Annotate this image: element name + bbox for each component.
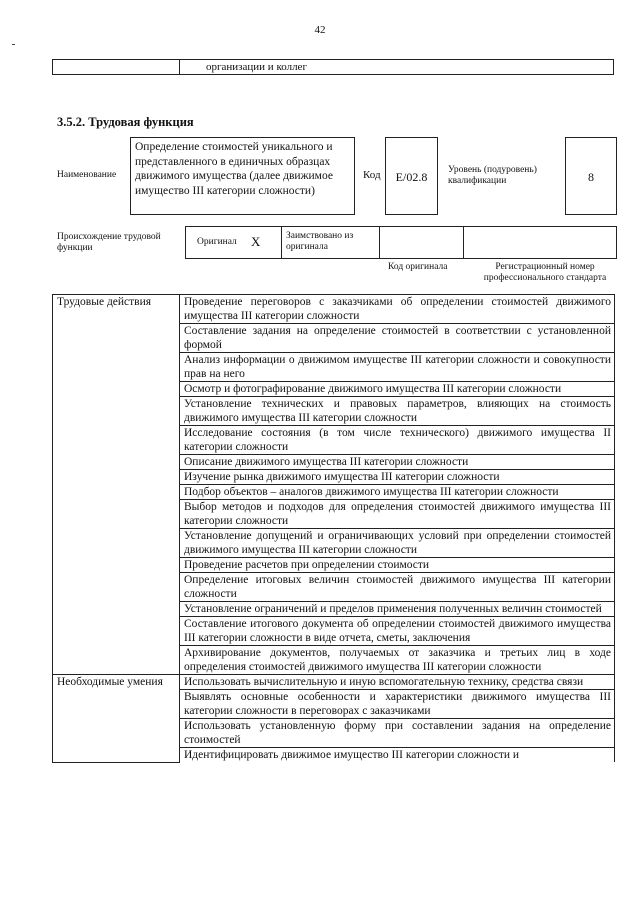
table-cell: Выбор методов и подходов для определения стоимостей движимого имущества III категории сложности [180,500,615,529]
original-label: Оригинал [197,237,237,247]
table-cell: Исследование состояния (в том числе технического) движимого имущества II категории сложности [180,426,615,455]
name-value: Определение стоимостей уникального и представленного в единичных образцах движимого имущества (далее движимое имущество III категории сложности) [130,137,355,215]
table-cell: Установление допущений и ограничивающих условий при определении стоимостей движимого имущества III категории сложности [180,529,615,558]
origin-label: Происхождение трудовой функции [57,232,161,253]
table-cell: Описание движимого имущества III категории сложности [180,455,615,470]
original-mark: X [251,234,261,249]
table-cell: Подбор объектов – аналогов движимого имущества III категории сложности [180,485,615,500]
table-cell: Составление итогового документа об определении стоимостей движимого имущества III категории сложности в виде отчета, сметы, заключения [180,617,615,646]
name-label: Наименование [57,170,117,180]
table-cell: Проведение расчетов при определении стоимости [180,558,615,573]
margin-mark [12,44,15,45]
table-cell: Составление задания на определение стоимостей в соответствии с установленной формой [180,324,615,353]
table-row [53,295,615,324]
labor-actions-label: Трудовые действия [53,295,180,675]
table-cell: Установление ограничений и пределов применения полученных величин стоимостей [180,602,615,617]
code-original-label: Код оригинала [388,262,448,272]
table-cell: Проведение переговоров с заказчиками об определении стоимостей движимого имущества III категории сложности [180,295,615,324]
table-cell: Выявлять основные особенности и характеристики движимого имущества III категории сложности в переговорах с заказчиками [180,690,615,719]
function-details-table [52,294,615,763]
previous-table-fragment [52,59,614,75]
skills-label: Необходимые умения [53,675,180,763]
table-cell: Архивирование документов, получаемых от заказчика и третьих лиц в ходе определения стоимостей движимого имущества III категории сложности [180,646,615,675]
code-value: E/02.8 [385,137,438,215]
table-cell: Осмотр и фотографирование движимого имущества III категории сложности [180,382,615,397]
table-cell: Изучение рынка движимого имущества III категории сложности [180,470,615,485]
prev-row-empty-cell [53,60,180,75]
table-cell: Идентифицировать движимое имущество III категории сложности и [180,748,615,763]
section-title: 3.5.2. Трудовая функция [57,115,194,129]
level-value: 8 [565,137,617,215]
table-cell: Определение итоговых величин стоимостей движимого имущества III категории сложности [180,573,615,602]
origin-box [185,226,617,259]
borrowed-label: Заимствовано из оригинала [286,231,354,252]
code-label: Код [363,169,381,181]
reg-number-label: Регистрационный номер профессионального стандарта [483,262,607,283]
page-number: 42 [314,24,326,36]
prev-row-text: организации и коллег [180,60,614,75]
table-row [53,675,615,690]
table-cell: Установление технических и правовых параметров, влияющих на стоимость движимого имущества III категории сложности [180,397,615,426]
table-cell: Использовать вычислительную и иную вспомогательную технику, средства связи [180,675,615,690]
table-cell: Использовать установленную форму при составлении задания на определение стоимостей [180,719,615,748]
table-cell: Анализ информации о движимом имуществе III категории сложности и совокупности прав на него [180,353,615,382]
level-label: Уровень (подуровень) квалификации [448,165,537,186]
